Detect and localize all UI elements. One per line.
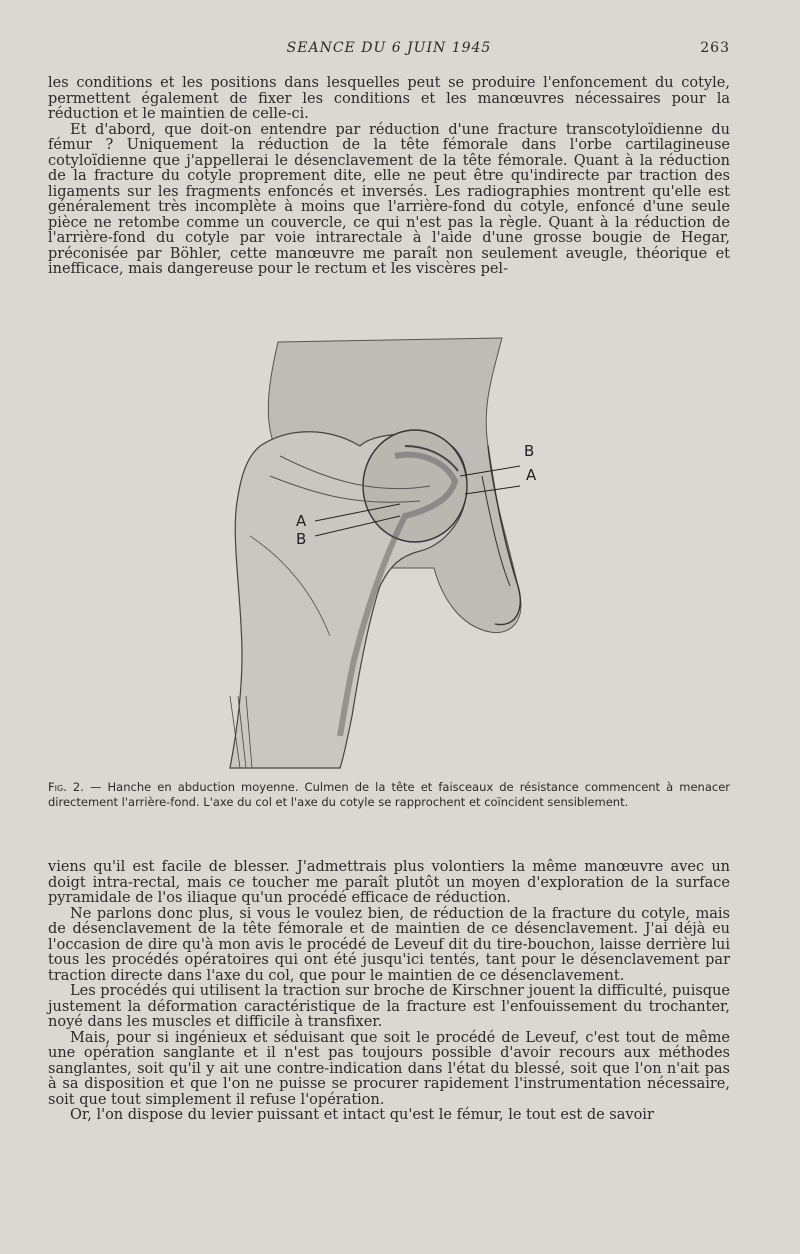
- figure-label: B: [524, 442, 535, 460]
- paragraph: Mais, pour si ingénieux et séduisant que soit le procédé de Leveuf, c'est tout de même une opération sanglante et il n'est pas toujours possible d'avoir recours aux méthodes sanglantes, soit qu'il y ait une contre-indication dans l'état du blessé, soit que l'on n'ait pas à sa disposition et que l'on ne puisse se procurer rapidement l'instrumentation nécessaire, soit que tout simplement il refuse l'opération.: [48, 1029, 730, 1108]
- caption-text: — Hanche en abduction moyenne. Culmen de la tête et faisceaux de résistance commencent à menacer directement l'arrière-fond. L'axe du col et l'axe du cotyle se rapprochent et coïncident sensiblement.: [48, 780, 730, 809]
- figure-label: B: [296, 530, 307, 548]
- hip-drawing: [220, 336, 550, 770]
- text-block-top: [48, 76, 730, 278]
- text-block-bottom: [48, 860, 730, 1124]
- figure-label: A: [296, 512, 307, 530]
- figure-label: A: [526, 466, 537, 484]
- running-head: [48, 40, 730, 60]
- caption-lead: Fig. 2.: [48, 780, 84, 794]
- running-title: SEANCE DU 6 JUIN 1945: [286, 40, 492, 56]
- paragraph: les conditions et les positions dans lesquelles peut se produire l'enfoncement du cotyle, permettent également de fixer les conditions et les manœuvres nécessaires pour la réduction et le maintien de celle-ci.: [48, 75, 730, 122]
- page-number: 263: [700, 40, 730, 56]
- hip-illustration: [220, 336, 550, 770]
- paragraph: Or, l'on dispose du levier puissant et intact qu'est le fémur, le tout est de savoir: [70, 1107, 654, 1123]
- paragraph: Les procédés qui utilisent la traction sur broche de Kirschner jouent la difficulté, puisque justement la déformation caractéristique de la fracture est l'enfouissement du trochanter, noyé dans les muscles et difficile à transfixer.: [48, 983, 730, 1030]
- figure-caption: [48, 780, 730, 810]
- paragraph: viens qu'il est facile de blesser. J'admettrais plus volontiers la même manœuvre avec un doigt intra-rectal, mais ce toucher me paraît plutôt un moyen d'exploration de la surface pyramidale de l'os iliaque qu'un procédé efficace de réduction.: [48, 859, 730, 906]
- paragraph: Et d'abord, que doit-on entendre par réduction d'une fracture transcotyloïdienne du fémur ? Uniquement la réduction de la tête fémorale dans l'orbe cartilagineuse cotyloïdienne que j'appellerai le désenclavement de la tête fémorale. Quant à la réduction de la fracture du cotyle proprement dite, elle ne peut être qu'indirecte par traction des ligaments sur les fragments enfoncés et inversés. Les radiographies montrent qu'elle est généralement très incomplète à moins que l'arrière-fond du cotyle, enfoncé d'une seule pièce ne retombe comme un couvercle, ce qui n'est pas la règle. Quant à la réduction de l'arrière-fond du cotyle par voie intrarectale à l'aide d'une grosse bougie de Hegar, préconisée par Böhler, cette manœuvre me paraît non seulement aveugle, théorique et inefficace, mais dangereuse pour le rectum et les viscères pel-: [48, 121, 730, 277]
- paragraph: Ne parlons donc plus, si vous le voulez bien, de réduction de la fracture du cotyle, mais de désenclavement de la tête fémorale et de maintien de ce désenclavement. J'ai déjà eu l'occasion de dire qu'à mon avis le procédé de Leveuf dit du tire-bouchon, laisse derrière lui tous les procédés opératoires qui ont été jusqu'ici tentés, tant pour le désenclavement par traction directe dans l'axe du col, que pour le maintien de ce désenclavement.: [48, 905, 730, 984]
